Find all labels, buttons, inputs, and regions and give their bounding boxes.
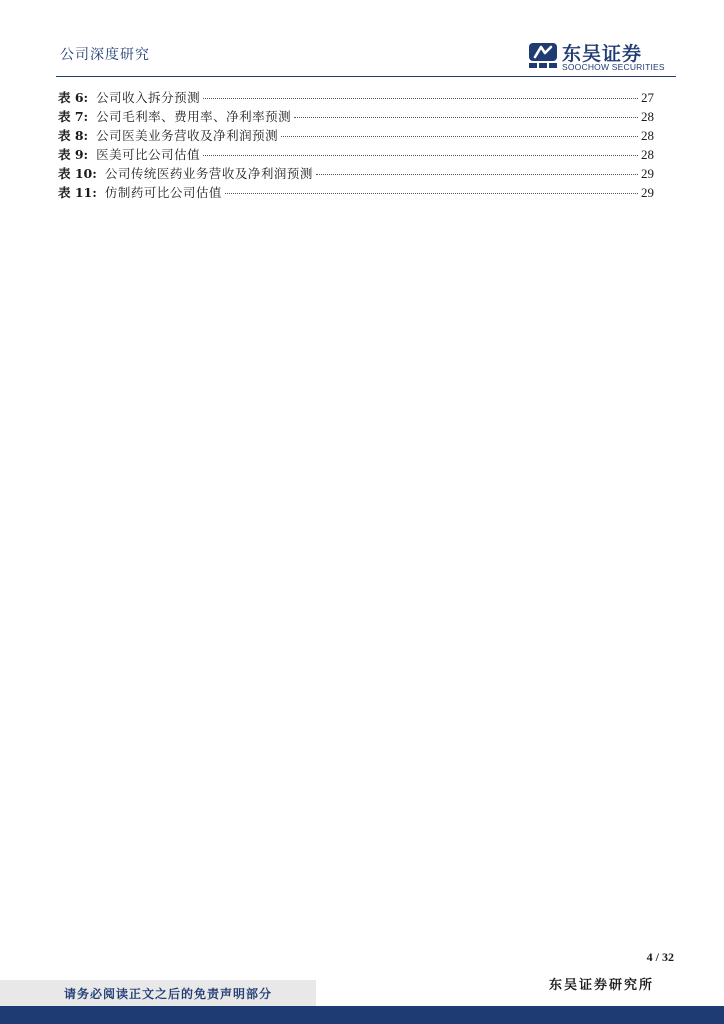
toc-entry[interactable] (58, 126, 654, 145)
toc-entry-title: 仿制药可比公司估值 (104, 185, 222, 200)
toc-dot-leader (225, 192, 638, 194)
toc-entry-title: 医美可比公司估值 (96, 147, 201, 162)
disclaimer-box (0, 980, 316, 1006)
toc-dot-leader (203, 97, 638, 99)
toc-entry-title: 公司医美业务营收及净利润预测 (96, 128, 279, 143)
toc-entry-title: 公司传统医药业务营收及净利润预测 (104, 166, 313, 181)
toc-entry[interactable] (58, 88, 654, 107)
toc-entry[interactable] (58, 164, 654, 183)
toc-entry-page: 28 (641, 147, 654, 162)
toc-entry-page: 28 (641, 109, 654, 124)
toc-entry-page: 27 (641, 90, 654, 105)
toc-dot-leader (316, 173, 638, 175)
toc-entry[interactable] (58, 183, 654, 202)
toc-entry-label: 表 8: (58, 128, 89, 143)
toc-dot-leader (294, 116, 638, 118)
header-divider (56, 76, 676, 77)
table-of-contents (58, 88, 654, 202)
logo-chinese-name: 东吴证券 (562, 43, 643, 65)
toc-entry[interactable] (58, 145, 654, 164)
toc-entry-label: 表 10: (58, 166, 97, 181)
toc-entry-title: 公司毛利率、费用率、净利率预测 (96, 109, 292, 124)
toc-entry[interactable] (58, 107, 654, 126)
toc-entry-label: 表 6: (58, 90, 89, 105)
footer-bar (0, 1006, 724, 1024)
toc-entry-page: 29 (641, 185, 654, 200)
disclaimer-text: 请务必阅读正文之后的免责声明部分 (64, 987, 273, 1001)
page-number: 4 / 32 (646, 950, 674, 964)
soochow-logo-icon (528, 40, 558, 70)
company-logo (528, 40, 674, 72)
toc-entry-page: 28 (641, 128, 654, 143)
toc-dot-leader (281, 135, 638, 137)
toc-dot-leader (203, 154, 638, 156)
report-type-title: 公司深度研究 (60, 47, 150, 63)
logo-english-name: SOOCHOW SECURITIES (562, 62, 665, 72)
toc-entry-label: 表 9: (58, 147, 89, 162)
toc-entry-label: 表 7: (58, 109, 89, 124)
toc-entry-page: 29 (641, 166, 654, 181)
toc-entry-title: 公司收入拆分预测 (96, 90, 201, 105)
institute-name: 东吴证券研究所 (548, 978, 654, 993)
toc-entry-label: 表 11: (58, 185, 97, 200)
